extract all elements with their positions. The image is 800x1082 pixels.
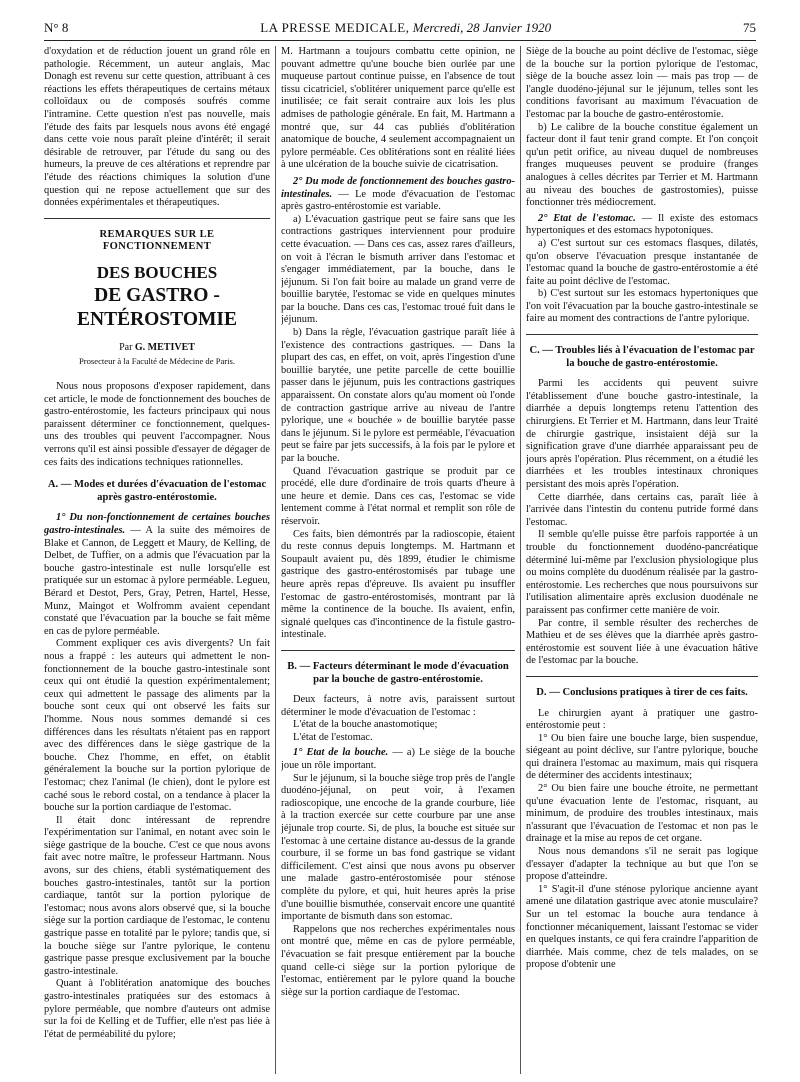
paragraph: Comment expliquer ces avis divergents? Un fait nous a frappé : les auteurs qui admettent le non-fonctionnement de la bouche gastro-intestinale sont ceux qui ont étudié la question expérimentalement; ceux qui admettent le passage des aliments par la bouche sont ceux qui ont observé les faits sur l'homme. Nous nous sommes demandé si ces différences dans les résultats n'étaient pas en rapport avec des différences dans le siège gastrique de la bouche. Chez l'homme, en effet, on établit généralement la bouche sur la portion pylorique de l'estomac; chez l'animal (le chien), dont le pylore est caché sous le rebord costal, on a tendance à placer la bouche sur la portion cardiaque de l'estomac. xyxy=(44,638,270,814)
paragraph: a) C'est surtout sur ces estomacs flasques, dilatés, qu'on observe l'évacuation presque instantanée de l'estomac quand la bouche de gastro-entérostomie a été faite au point déclive de l'estomac. xyxy=(526,237,758,287)
section-heading: D. — Conclusions pratiques à tirer de ces faits. xyxy=(536,686,748,698)
column-divider xyxy=(275,46,276,1074)
section-separator xyxy=(281,650,515,651)
subsection-heading: 1° Etat de la bouche. xyxy=(293,747,389,759)
issue-date: Mercredi, 28 Janvier 1920 xyxy=(412,20,552,35)
paragraph: Nous nous demandons s'il ne serait pas logique d'essayer d'adapter la technique au but que l'on se propose d'atteindre. xyxy=(526,846,758,883)
paragraph xyxy=(44,512,270,638)
paragraph: 2° Ou bien faire une bouche étroite, ne permettant qu'une évacuation lente de l'estomac, risquant, au minimum, de produire des troubles intestinaux, mais n'assurant que l'évacuation de l'estomac et non pas le drainage et la mise au repos de cet organe. xyxy=(526,783,758,845)
paragraph xyxy=(281,176,515,214)
page-number: 75 xyxy=(743,20,756,35)
paragraph: Il semble qu'elle puisse être parfois rapportée à un trouble du fonctionnement duodéno-pancréatique déterminé lui-même par l'exclusion physiologique plus ou moins complète du duodénum réalisée par la gastro-entérostomie. Les recherches que nous poursuivons sur l'utilisation alimentaire après exclusion duodénale ne paraissent pas confirmer cette manière de voir. xyxy=(526,529,758,616)
author-prefix: Par xyxy=(119,341,133,353)
paragraph: b) Le calibre de la bouche constitue également un facteur dont il faut tenir grand compte. Et l'on conçoit qu'un petit orifice, au niveau duquel de nombreuses franges muqueuses peuvent se produire (franges analogues à celles décrites par Terrier et M. Hartmann au niveau des bouches de gastrostomies), puisse fonctionner très médiocrement. xyxy=(526,121,758,209)
section-heading: C. — Troubles liés à l'évacuation de l'estomac par la bouche de gastro-entérostomie. xyxy=(529,345,755,369)
column-3 xyxy=(526,46,758,1076)
paragraph: L'état de la bouche anastomotique; xyxy=(293,719,438,731)
paragraph-text: — Le mode d'évacuation de l'estomac après gastro-entérostomie est variable. xyxy=(281,188,515,213)
section-heading: A. — Modes et durées d'évacuation de l'estomac après gastro-entérostomie. xyxy=(47,479,267,503)
journal-masthead xyxy=(260,20,551,36)
paragraph: d'oxydation et de réduction jouent un grand rôle en pathologie. Récemment, un auteur anglais, Mac Donagh est revenu sur cette question, attribuant à ces réactions les effets thérapeutiques de certains métaux colloïdaux ou de composés soufrés comme l'intramine. Cette question n'est pas nouvelle, mais l'étude des faits par lesquels nous avons été engagé dans cette voie nous paraît pleine d'intérêt; il serait désirable de retrouver, par l'étude du sang ou des humeurs, la preuve de ces altérations et reprendre par l'étude des réactions chimiques la solution d'une question qui ne repose actuellement que sur des données expérimentales et thérapeutiques. xyxy=(44,46,270,209)
paragraph-text: — Il existe des estomacs hypertoniques et des estomacs hypotoniques. xyxy=(526,212,758,237)
author-name: G. METIVET xyxy=(134,341,195,353)
paragraph: Le chirurgien ayant à pratiquer une gastro-entérostomie peut : xyxy=(526,707,758,732)
article-separator xyxy=(44,218,270,219)
paragraph: Il était donc intéressant de reprendre l'expérimentation sur l'animal, en notant avec soin le siège gastrique de la bouche. C'est ce que nous avons fait avec notre maître, le professeur Hartmann. Nous avons, sur des chiens, établi systématiquement des bouches gastro-intestinales, tantôt sur la portion cardiaque, tantôt sur la portion pylorique de l'estomac; nous avons alors observé que, si la bouche siège sur la portion cardiaque de l'estomac, le contenu gastrique passe en totalité par le pylore; tandis que, si la bouche siège sur l'antre pylorique, le contenu gastrique passe presque exclusivement par la bouche gastro-intestinale. xyxy=(44,814,270,977)
paragraph xyxy=(281,747,515,772)
paragraph: b) C'est surtout sur les estomacs hypertoniques que l'on voit l'évacuation par la bouche gastro-intestinale se faire au moment des contractions de l'antre pylorique. xyxy=(526,288,758,325)
paragraph: Par contre, il semble résulter des recherches de Mathieu et de ses élèves que la diarrhée après gastro-entérostomie est souvent liée à une évacuation hâtive de l'estomac par la bouche. xyxy=(526,617,758,667)
section-separator xyxy=(526,676,758,677)
column-1 xyxy=(44,46,270,1076)
paragraph: Cette diarrhée, dans certains cas, paraît liée à l'arrivée dans l'intestin du contenu putride formé dans l'estomac. xyxy=(526,491,758,528)
author-affiliation: Prosecteur à la Faculté de Médecine de Paris. xyxy=(78,355,236,366)
article-title-line2: DE GASTRO - ENTÉROSTOMIE xyxy=(76,284,238,330)
paragraph: L'état de l'estomac. xyxy=(293,731,373,743)
paragraph: Rappelons que nos recherches expérimentales nous ont montré que, même en cas de pylore perméable, l'évacuation se fait presque entièrement par la bouche quand celle-ci siège sur la portion pylorique de l'estomac, entièrement par le pylore quand la bouche siège sur la portion cardiaque de l'estomac. xyxy=(281,923,515,998)
column-2 xyxy=(281,46,515,1076)
paragraph: Nous nous proposons d'exposer rapidement, dans cet article, le mode de fonctionnement des bouches de gastro-entérostomie, les facteurs principaux qui nous paraissent déterminer ce fonctionnement, quelques-uns des troubles qui peuvent l'accompagner. Nous verrons qu'il est ainsi possible d'essayer de dégager de ces faits des indications techniques rationnelles. xyxy=(44,381,270,468)
paragraph: Sur le jéjunum, si la bouche siège trop près de l'angle duodéno-jéjunal, on peut voir, à l'examen radioscopique, une encoche de la grande courbure, liée à la traction exercée sur cette courbure par une anse jéjunale trop courte. Si, de plus, la bouche est située sur l'estomac à une certaine distance au-dessus de la grande courbure, il se forme un bas fond gastrique se vidant difficilement. C'est ainsi que nous avons pu observer une malade gastro-entérostomisée pour sténose complète du pylore, et qui, huit heures après la prise d'une bouillie bismuthée, conservait encore une quantité importante de bismuth dans son estomac. xyxy=(281,772,515,923)
paragraph: 1° Ou bien faire une bouche large, bien suspendue, siégeant au point déclive, sur l'antre pylorique, bouche qui drainera l'estomac au maximum, mais qui risquera de déterminer des accidents intestinaux; xyxy=(526,732,758,782)
paragraph: Siège de la bouche au point déclive de l'estomac, siège de la bouche sur la portion pylorique de l'estomac, siège de la bouche assez loin — mais pas trop — de l'angle duodéno-jéjunal sur le jéjunum, telles sont les conditions favorisant au maximum l'évacuation de l'estomac par la bouche de gastro-entérostomie. xyxy=(526,46,758,120)
journal-name: LA PRESSE MEDICALE, xyxy=(260,20,410,35)
paragraph-text: — a) Le siège de la bouche joue un rôle important. xyxy=(281,747,515,772)
article-title-line1: DES BOUCHES xyxy=(96,262,218,282)
paragraph: Quant à l'oblitération anatomique des bouches gastro-intestinales pratiquées sur des estomacs à pylore perméable, que nombre d'auteurs ont admise sur la foi de Kelling et de Tuffier, elle n'est pas liée à l'état de perméabilité du pylore; xyxy=(44,978,270,1040)
paragraph: M. Hartmann a toujours combattu cette opinion, ne pouvant admettre qu'une bouche bien ourlée par une muqueuse partout continue puisse, en l'absence de tout tissu cicatriciel, s'oblitérer uniquement parce qu'elle est inutilisée; ce fait serait contraire aux lois les plus admises de pathologie générale. En fait, M. Hartmann a montré que, sur 44 cas publiés d'oblitération anatomique de bouche, 4 seulement accompagnaient un pylore perméable. Ces oblitérations sont en réalité liées à une ulcération de la bouche suivie de cicatrisation. xyxy=(281,46,515,171)
paragraph: b) Dans la règle, l'évacuation gastrique paraît liée à l'existence des contractions gastriques. — Dans la plupart des cas, en effet, on voit, après l'ingestion d'une bouillie barytée, une petite parcelle de cette bouillie passer dans le jéjunum, puis les contractions gastriques apparaissent. On constate alors qu'au moment où l'onde de contraction gastrique arrive au niveau de l'antre pylorique, une « bouchée » de bouillie barytée passe dans le jéjunum. Si le pylore est perméable, l'évacuation peut se faire par jets successifs, à la fois par le pylore et par la bouche. xyxy=(281,327,515,464)
section-separator xyxy=(526,334,758,335)
subsection-heading: 2° Du mode de fonctionnement des bouches gastro-intestinales. xyxy=(281,175,515,200)
article-kicker: REMARQUES SUR LE FONCTIONNEMENT xyxy=(99,228,215,253)
paragraph: Parmi les accidents qui peuvent suivre l'établissement d'une bouche gastro-intestinale, la diarrhée a depuis longtemps retenu l'attention des chirurgiens. Et Terrier et M. Hartmann, dans leur Traité de chirurgie gastrique, insistaient déjà sur la signification grave d'une diarrhée apparaissant peu de jours après l'opération. Plus récemment, on a étudié les diarrhées et les troubles intestinaux chroniques persistant des mois après l'opération. xyxy=(526,378,758,490)
issue-number: N° 8 xyxy=(44,20,69,35)
author-line xyxy=(44,342,270,355)
column-divider xyxy=(520,46,521,1074)
paragraph: Deux facteurs, à notre avis, paraissent surtout déterminer le mode d'évacuation de l'estomac : xyxy=(281,694,515,718)
paragraph: Ces faits, bien démontrés par la radioscopie, étaient du reste connus depuis longtemps. M. Hartmann et Soupault avaient pu, dès 1899, étudier le chimisme gastrique des gastro-entérostomisés par tubage une heure après repas d'épreuve. Ils avaient pu insuffler l'estomac de gastro-entérostomisés, montrant par là même la continence de la bouche. Ils avaient, enfin, signalé quelques cas d'incontinence de la fistule gastro-intestinale. xyxy=(281,528,515,641)
page-header xyxy=(44,18,756,38)
subsection-heading: 1° Du non-fonctionnement de certaines bouches gastro-intestinales. xyxy=(44,512,270,537)
paragraph-text: — A la suite des mémoires de Blake et Cannon, de Leggett et Maury, de Kelling, de Delbet, de Tuffier, on a admis que l'évacuation par la bouche gastro-intestinale est nulle lorsqu'elle est pratiquée sur un estomac à pylore perméable. Legueu, Bérard et Destot, Pers, Gray, Petren, Hartel, Hesse, Munz, Maingot et Wolfromm avaient cependant constaté que l'évacuation par la bouche se fait même en cas de pylore perméable. xyxy=(44,525,270,637)
header-rule xyxy=(44,40,756,41)
paragraph: Quand l'évacuation gastrique se produit par ce procédé, elle dure d'ordinaire de trois quarts d'heure à une heure et demie. Dans ces cas, l'estomac se vide lentement comme à l'état normal et remplit son rôle de réservoir. xyxy=(281,465,515,527)
paragraph: 1° S'agit-il d'une sténose pylorique ancienne ayant amené une dilatation gastrique avec atonie musculaire? Sur un tel estomac la bouche aura tendance à fonctionner mécaniquement, laissant l'estomac se vider en quelques instants, ce qui fera craindre l'apparition de diarrhée. Mais comme, chez de tels malades, on se propose d'obtenir une xyxy=(526,883,758,971)
section-heading: B. — Facteurs déterminant le mode d'évacuation par la bouche de gastro-entérostomie. xyxy=(287,660,509,685)
subsection-heading: 2° Etat de l'estomac. xyxy=(538,212,636,224)
paragraph xyxy=(526,213,758,238)
paragraph: a) L'évacuation gastrique peut se faire sans que les contractions gastriques interviennent pour produire cette évacuation. — Dans ces cas, assez rares d'ailleurs, on voit à l'écran le bismuth arriver dans l'estomac et s'engager immédiatement, par la bouche, dans le jéjunum. Si l'on fait boire au malade un grand verre de bouillie barytée, l'estomac se vide en quelques minutes par la bouche. Dans ces cas, l'estomac troué fuit dans le jéjunum. xyxy=(281,213,515,326)
